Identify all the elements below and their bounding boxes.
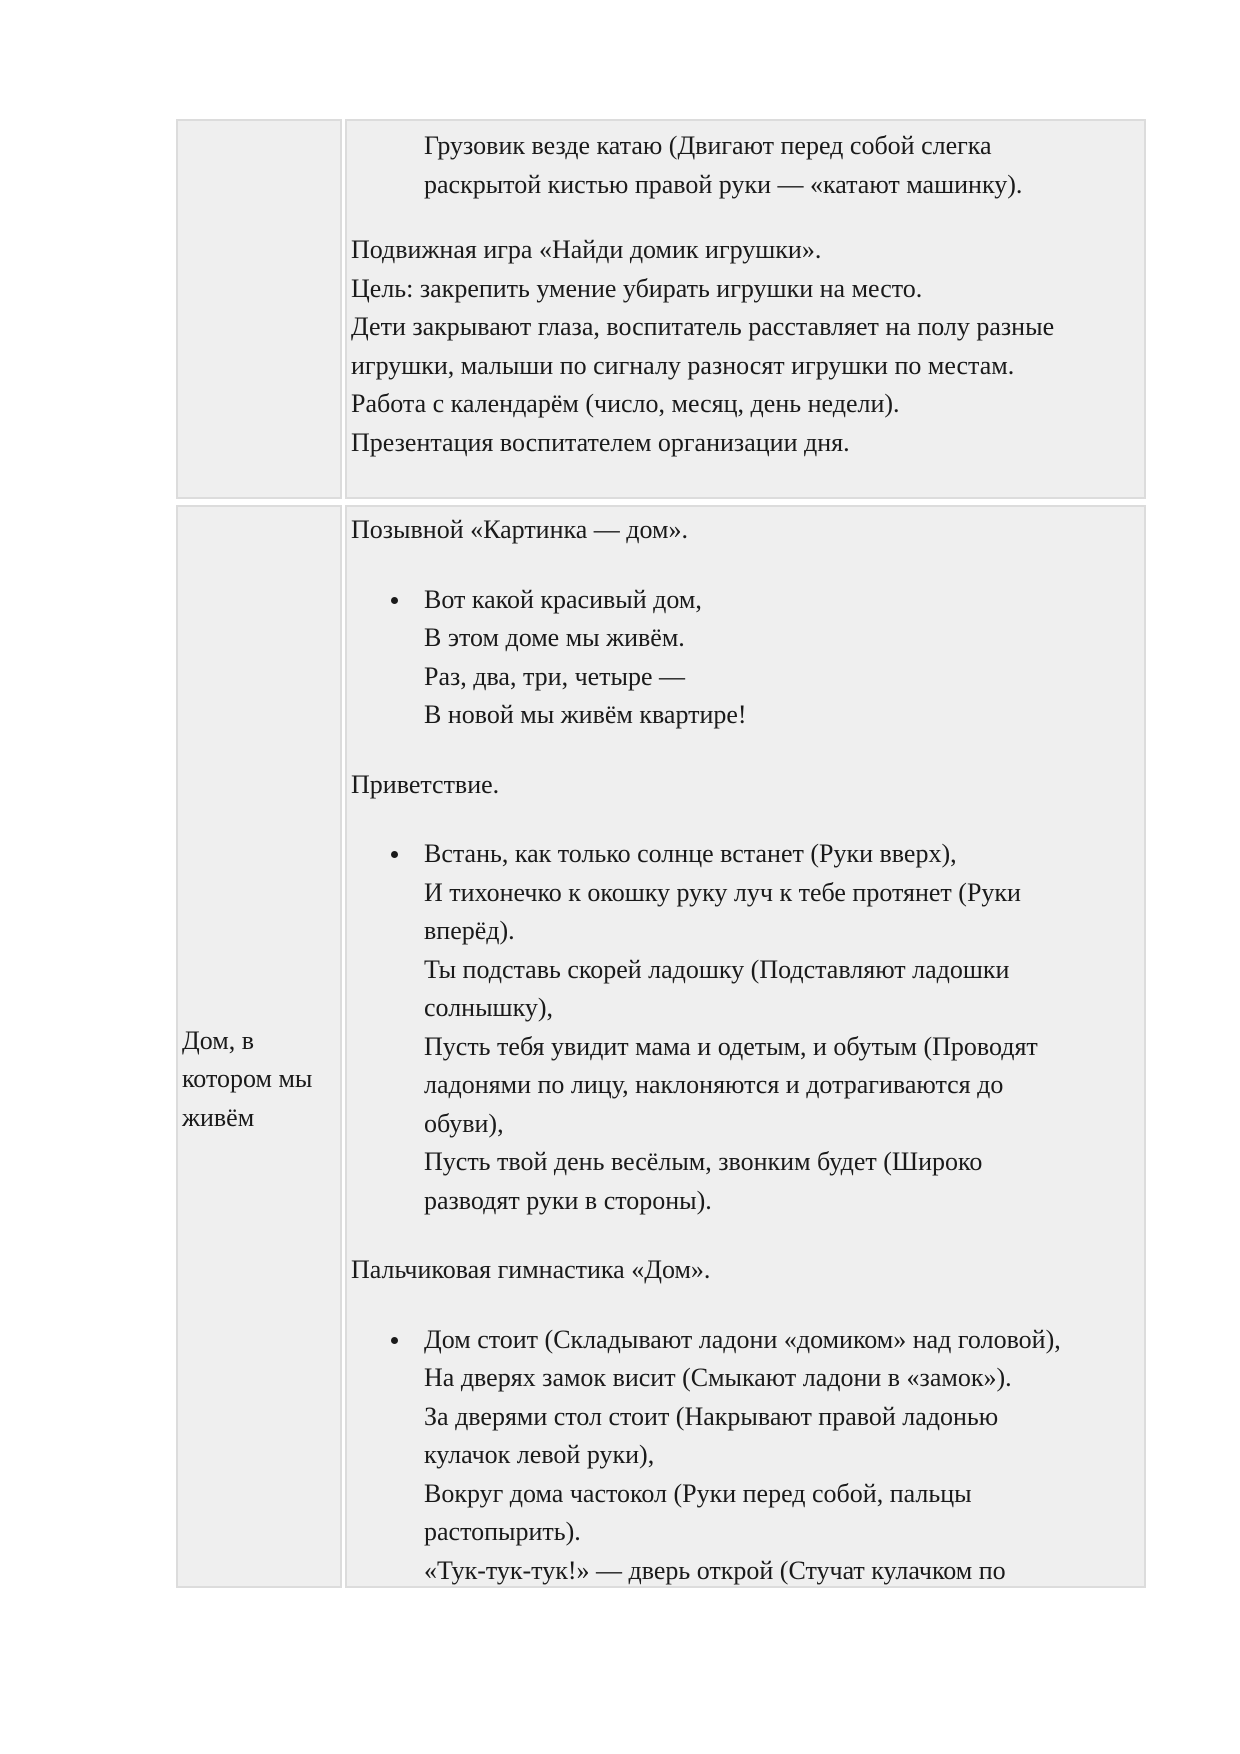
text-line: кулачок левой руки), — [424, 1440, 655, 1469]
text-line: Встань, как только солнце встанет (Руки вверх), — [424, 839, 957, 868]
bullet-icon — [391, 851, 398, 858]
text-line: раскрытой кистью правой руки — «катают машинку). — [424, 169, 1023, 199]
list-item — [351, 835, 1138, 1220]
text-line: Дом стоит (Складывают ладони «домиком» над головой), — [424, 1324, 1061, 1354]
content-cell — [345, 505, 1146, 1588]
bullet-icon — [391, 1337, 398, 1344]
text-line: Ты подставь скорей ладошку (Подставляют ладошки — [424, 954, 1010, 984]
text-line: ладонями по лицу, наклоняются и дотрагиваются до — [424, 1070, 1004, 1099]
text-line: вперёд). — [424, 916, 515, 945]
text-line: «Тук-тук-тук!» — дверь открой (Стучат кулачком по — [424, 1555, 1006, 1585]
text-line: Раз, два, три, четыре — — [424, 661, 686, 691]
text-line: Пусть тебя увидит мама и одетым, и обутым (Проводят — [424, 1031, 1038, 1061]
text-line: Цель: закрепить умение убирать игрушки на место. — [351, 273, 923, 303]
text-line: Пусть твой день весёлым, звонким будет (Широко — [424, 1147, 983, 1176]
text-line: солнышку), — [424, 993, 553, 1022]
list-item — [351, 581, 1138, 735]
section-heading: Пальчиковая гимнастика «Дом». — [351, 1255, 711, 1284]
text-line: Подвижная игра «Найди домик игрушки». — [351, 235, 822, 264]
section-heading: Приветствие. — [351, 769, 500, 799]
list-item — [351, 1321, 1138, 1591]
topic-cell — [176, 119, 342, 499]
text-line: В этом доме мы живём. — [424, 623, 685, 652]
text-line: На дверях замок висит (Смыкают ладони в «замок»). — [424, 1363, 1012, 1392]
topic-cell — [176, 505, 342, 1588]
text-line: растопырить). — [424, 1517, 581, 1546]
text-line: Работа с календарём (число, месяц, день недели). — [351, 389, 900, 418]
text-line: разводят руки в стороны). — [424, 1185, 712, 1215]
text-line: обуви), — [424, 1108, 504, 1138]
text-line: Вот какой красивый дом, — [424, 584, 702, 614]
text-line: Вокруг дома частокол (Руки перед собой, пальцы — [424, 1478, 972, 1508]
table-row — [176, 505, 1146, 1588]
text-line: Презентация воспитателем организации дня. — [351, 427, 850, 457]
table-row — [176, 119, 1146, 499]
topic-title: Дом, в котором мы живём — [182, 1025, 313, 1132]
text-line: Дети закрывают глаза, воспитатель расставляет на полу разные — [351, 312, 1055, 341]
text-line: И тихонечко к окошку руку луч к тебе протянет (Руки — [424, 877, 1021, 907]
content-cell — [345, 119, 1146, 499]
text-line: В новой мы живём квартире! — [424, 700, 747, 729]
text-line: игрушки, малыши по сигналу разносят игрушки по местам. — [351, 350, 1015, 380]
section-heading: Позывной «Картинка — дом». — [351, 515, 688, 544]
text-line: За дверями стол стоит (Накрывают правой ладонью — [424, 1401, 999, 1431]
activity-paragraph — [351, 231, 1138, 462]
bullet-icon — [391, 597, 398, 604]
text-line: Грузовик везде катаю (Двигают перед собой слегка — [424, 131, 992, 160]
rhyme-continuation — [351, 127, 1138, 204]
